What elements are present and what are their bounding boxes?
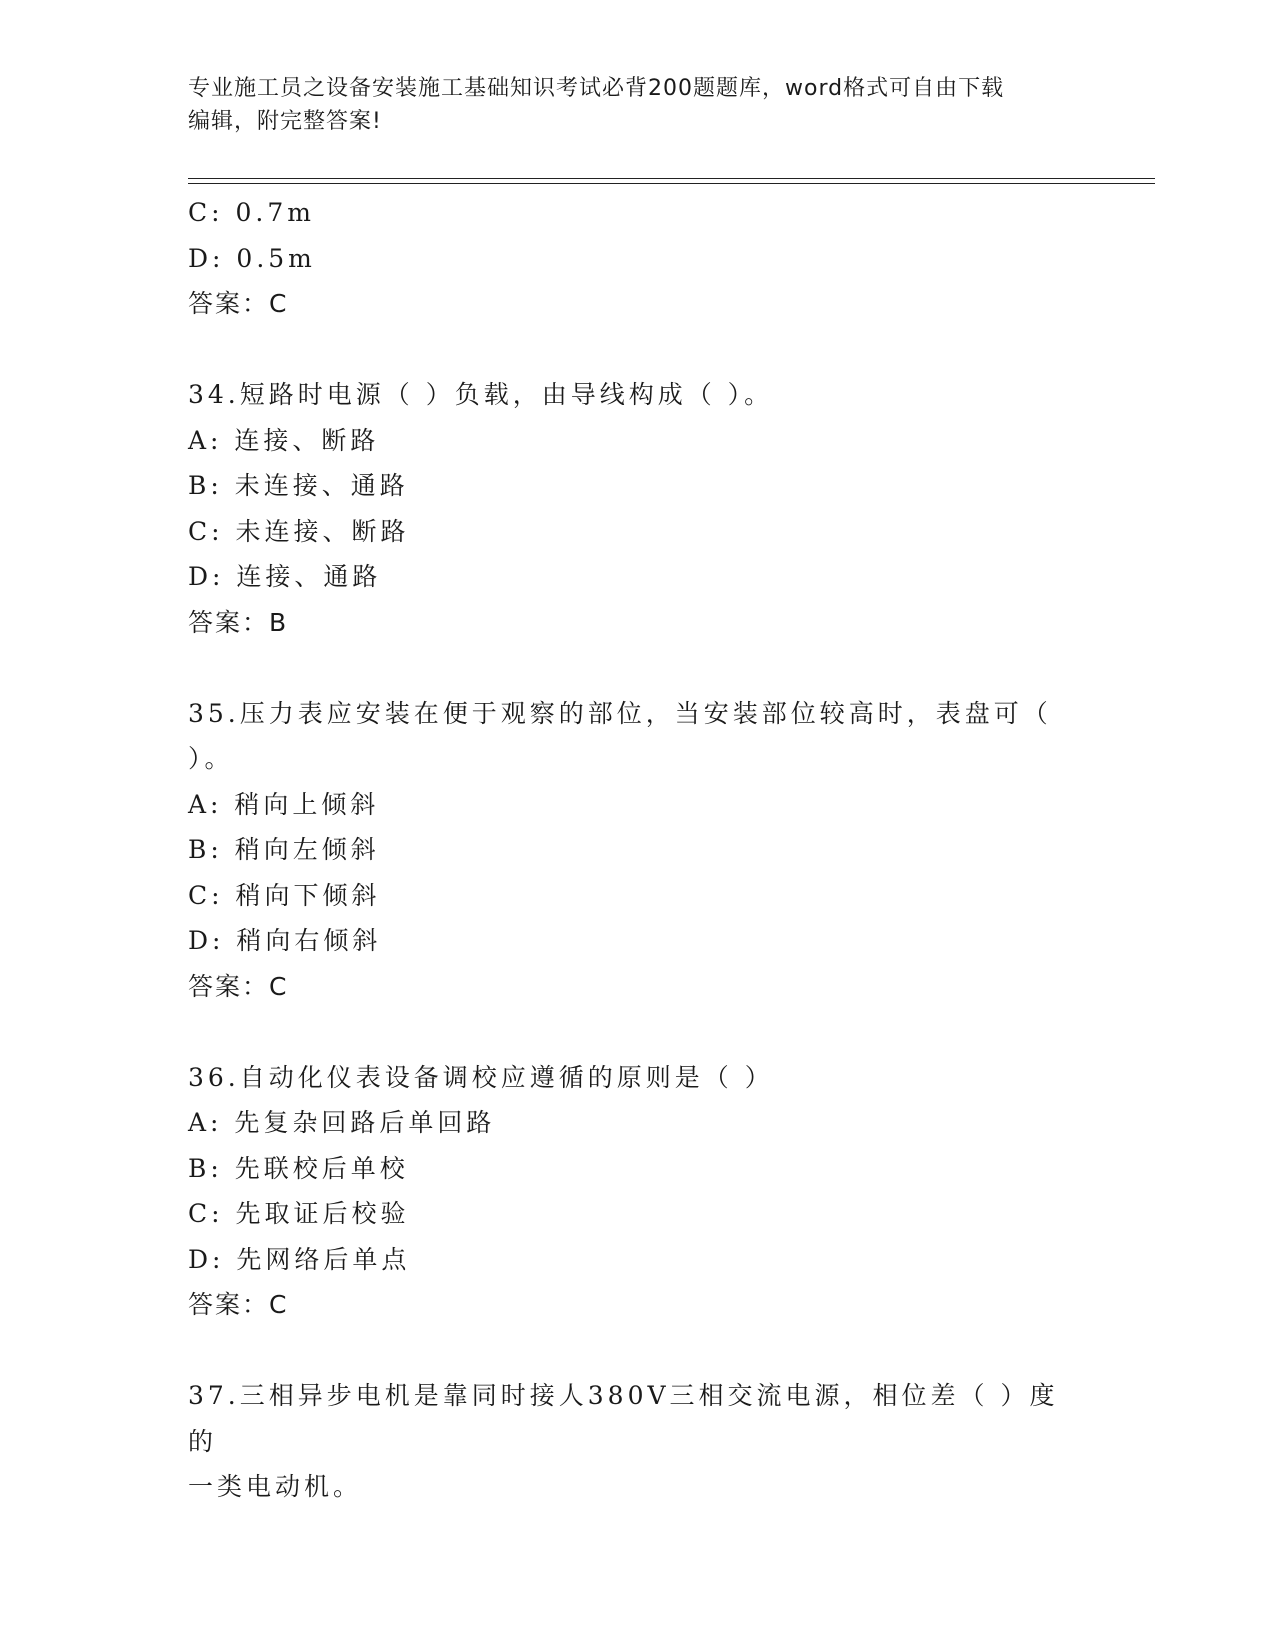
spacer (188, 327, 1088, 373)
option-d: D: 连接、通路 (188, 562, 382, 591)
option-b: B: 未连接、通路 (188, 471, 409, 500)
header-title-line-2: 编辑，附完整答案! (188, 109, 382, 134)
question-text-line-2: ）。 (188, 744, 234, 773)
spacer (188, 645, 1088, 691)
question-text-line-2: 一类电动机。 (188, 1472, 363, 1501)
answer: 答案：C (188, 1290, 289, 1319)
question-text: 36.自动化仪表设备调校应遵循的原则是（ ） (188, 1062, 774, 1092)
answer: 答案：C (188, 289, 289, 318)
header-title-line-1: 专业施工员之设备安装施工基础知识考试必背200题题库，word格式可自由下载 (188, 76, 1005, 101)
option-d: D: 先网络后单点 (188, 1244, 411, 1274)
option-c: C: 稍向下倾斜 (188, 880, 381, 910)
header-divider-top (188, 178, 1155, 179)
spacer (188, 1009, 1088, 1055)
question-37 (188, 1373, 1088, 1510)
option-a: A: 连接、断路 (188, 425, 380, 455)
option-d: D: 稍向右倾斜 (188, 926, 382, 955)
option-b: B: 先联校后单校 (188, 1153, 409, 1183)
question-36 (188, 1055, 1088, 1328)
option-d: D: 0.5m (188, 243, 316, 273)
option-c: C: 0.7m (188, 198, 315, 227)
header-divider-bottom (188, 183, 1155, 184)
question-list (188, 190, 1088, 1510)
spacer (188, 1328, 1088, 1374)
question-text-line-1: 37.三相异步电机是靠同时接人380V三相交流电源，相位差（ ）度的 (188, 1381, 1059, 1456)
option-a: A: 稍向上倾斜 (188, 789, 380, 819)
question-33-tail (188, 190, 1088, 327)
option-a: A: 先复杂回路后单回路 (188, 1108, 496, 1137)
document-header (188, 72, 1088, 138)
question-text: 34.短路时电源（ ）负载，由导线构成（ ）。 (188, 380, 774, 409)
option-b: B: 稍向左倾斜 (188, 835, 380, 864)
answer: 答案：C (188, 971, 289, 1001)
question-35 (188, 691, 1088, 1010)
option-c: C: 先取证后校验 (188, 1199, 410, 1228)
answer: 答案：B (188, 607, 289, 637)
question-text-line-1: 35.压力表应安装在便于观察的部位，当安装部位较高时，表盘可（ (188, 698, 1052, 728)
option-c: C: 未连接、断路 (188, 516, 410, 546)
question-34 (188, 372, 1088, 645)
